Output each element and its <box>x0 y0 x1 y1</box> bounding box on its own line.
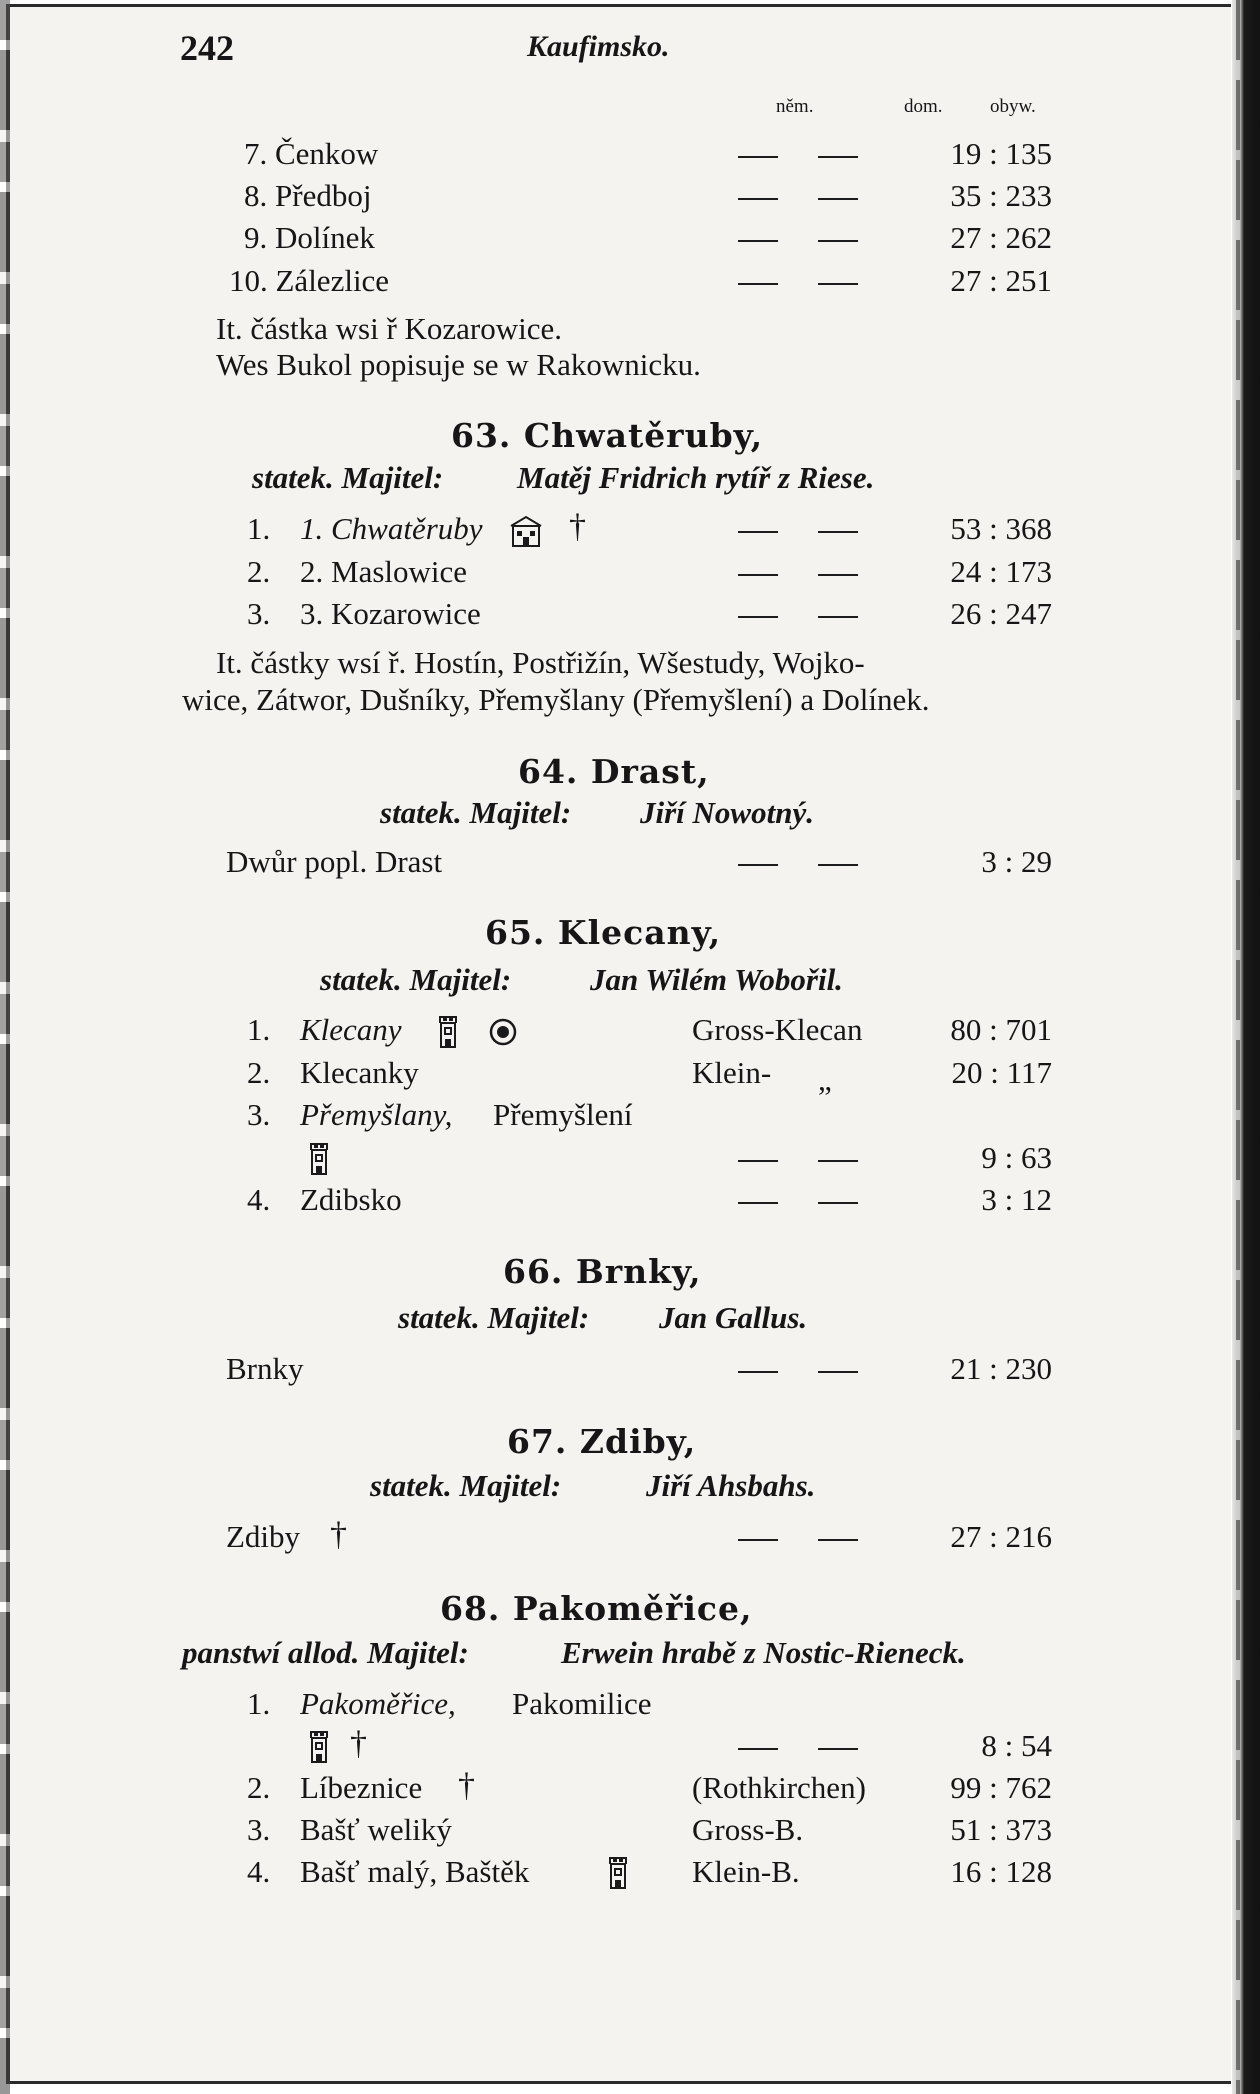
house-pop-count: 3 : 29 <box>981 844 1052 879</box>
owner-name: Jan Gallus. <box>659 1300 808 1335</box>
manor-icon <box>509 514 543 548</box>
village-name: Dwůr popl. Drast <box>226 844 443 879</box>
binding-gutter <box>0 0 10 2094</box>
village-name: 1. Chwatěruby <box>300 511 483 546</box>
running-title: Kaufimsko. <box>527 30 670 63</box>
dash <box>738 198 778 200</box>
note-line: wice, Zátwor, Dušníky, Přemyšlany (Přemyšlení) a Dolínek. <box>182 682 930 717</box>
estate-index: 4. <box>247 1854 271 1889</box>
house-pop-count: 80 : 701 <box>950 1012 1052 1047</box>
village-name: Líbeznice <box>300 1770 423 1805</box>
dash <box>738 1202 778 1204</box>
house-pop-count: 20 : 117 <box>951 1055 1052 1090</box>
owner-prefix: statek. Majitel: <box>398 1300 590 1335</box>
house-pop-count: 16 : 128 <box>950 1854 1052 1889</box>
house-pop-count: 53 : 368 <box>950 511 1052 546</box>
section-heading: 63. Chwatěruby, <box>451 416 764 455</box>
estate-index: 3. <box>247 596 271 631</box>
dash <box>738 1160 778 1162</box>
village-name: 9. Dolínek <box>244 220 375 255</box>
house-pop-count: 99 : 762 <box>950 1770 1052 1805</box>
dash <box>818 616 858 618</box>
owner-prefix: statek. Majitel: <box>252 460 444 495</box>
village-name: Pakoměřice, <box>300 1686 456 1721</box>
dash <box>738 574 778 576</box>
dash <box>738 156 778 158</box>
estate-index: 2. <box>247 1770 271 1805</box>
estate-index: 1. <box>247 1012 271 1047</box>
castle-icon <box>308 1141 330 1175</box>
church-cross-icon: † <box>350 1725 367 1762</box>
castle-icon <box>308 1729 330 1763</box>
section-heading: 64. Drast, <box>518 752 710 791</box>
village-name: 2. Maslowice <box>300 554 468 589</box>
house-pop-count: 26 : 247 <box>950 596 1052 631</box>
house-pop-count: 51 : 373 <box>950 1812 1052 1847</box>
owner-name: Jiří Nowotný. <box>640 795 814 830</box>
note-line: It. částky wsí ř. Hostín, Postřižín, Wšestudy, Wojko- <box>216 645 865 680</box>
dash <box>818 1160 858 1162</box>
owner-name: Jan Wilém Wobořil. <box>590 962 843 997</box>
house-pop-count: 21 : 230 <box>950 1351 1052 1386</box>
village-name: Bašť malý, Baštěk <box>300 1854 530 1889</box>
house-pop-count: 35 : 233 <box>950 178 1052 213</box>
village-name: Zdibsko <box>300 1182 402 1217</box>
dash <box>818 283 858 285</box>
owner-name: Jiří Ahsbahs. <box>646 1468 816 1503</box>
section-heading: 68. Pakoměřice, <box>440 1589 753 1628</box>
village-name: 3. Kozarowice <box>300 596 481 631</box>
estate-index: 2. <box>247 1055 271 1090</box>
house-pop-count: 3 : 12 <box>981 1182 1052 1217</box>
house-pop-count: 24 : 173 <box>950 554 1052 589</box>
column-head-dom: dom. <box>904 96 943 117</box>
note-line: It. částka wsi ř Kozarowice. <box>216 311 563 346</box>
ditto-mark: „ <box>818 1062 832 1097</box>
alternate-name: Přemyšlení <box>493 1097 633 1132</box>
dash <box>818 240 858 242</box>
estate-index: 1. <box>247 1686 271 1721</box>
section-heading: 66. Brnky, <box>503 1252 702 1291</box>
village-name: Přemyšlany, <box>300 1097 453 1132</box>
german-name: Klein-B. <box>692 1854 800 1889</box>
dash <box>738 1371 778 1373</box>
village-name: Klecanky <box>300 1055 419 1090</box>
church-cross-icon: † <box>458 1767 475 1804</box>
dash <box>818 156 858 158</box>
dash <box>738 1748 778 1750</box>
page-edge <box>1232 0 1260 2094</box>
estate-index: 2. <box>247 554 271 589</box>
german-name: (Rothkirchen) <box>692 1770 866 1805</box>
section-heading: 65. Klecany, <box>485 913 722 952</box>
house-pop-count: 9 : 63 <box>981 1140 1052 1175</box>
german-name: Gross-B. <box>692 1812 804 1847</box>
estate-index: 1. <box>247 511 271 546</box>
parish-circle-icon <box>488 1017 518 1047</box>
estate-index: 3. <box>247 1097 271 1132</box>
dash <box>738 864 778 866</box>
dash <box>738 616 778 618</box>
dash <box>738 283 778 285</box>
village-name: Brnky <box>226 1351 304 1386</box>
dash <box>738 1539 778 1541</box>
owner-prefix: statek. Majitel: <box>370 1468 562 1503</box>
dash <box>738 531 778 533</box>
house-pop-count: 27 : 251 <box>950 263 1052 298</box>
section-heading: 67. Zdiby, <box>507 1422 697 1461</box>
village-name: Bašť weliký <box>300 1812 452 1847</box>
german-name: Gross-Klecan <box>692 1012 863 1047</box>
house-pop-count: 19 : 135 <box>950 136 1052 171</box>
dash <box>818 531 858 533</box>
estate-index: 3. <box>247 1812 271 1847</box>
german-name: Klein- <box>692 1055 772 1090</box>
dash <box>818 1748 858 1750</box>
column-head-nem: něm. <box>776 96 814 117</box>
village-name: 10. Zálezlice <box>229 263 390 298</box>
dash <box>818 1202 858 1204</box>
alternate-name: Pakomilice <box>512 1686 652 1721</box>
owner-prefix: statek. Majitel: <box>380 795 572 830</box>
estate-index: 4. <box>247 1182 271 1217</box>
house-pop-count: 8 : 54 <box>981 1728 1052 1763</box>
village-name: 7. Čenkow <box>244 136 379 171</box>
column-head-obyw: obyw. <box>990 96 1036 117</box>
castle-icon <box>607 1855 629 1889</box>
church-cross-icon: † <box>330 1516 347 1553</box>
owner-prefix: statek. Majitel: <box>320 962 512 997</box>
village-name: 8. Předboj <box>244 178 372 213</box>
dash <box>818 574 858 576</box>
village-name: Zdiby <box>226 1519 301 1554</box>
owner-prefix: panstwí allod. Majitel: <box>182 1635 469 1670</box>
dash <box>818 864 858 866</box>
castle-icon <box>437 1014 459 1048</box>
dash <box>818 1539 858 1541</box>
dash <box>818 1371 858 1373</box>
dash <box>818 198 858 200</box>
owner-name: Matěj Fridrich rytíř z Riese. <box>517 460 875 495</box>
house-pop-count: 27 : 262 <box>950 220 1052 255</box>
owner-name: Erwein hrabě z Nostic-Rieneck. <box>561 1635 966 1670</box>
house-pop-count: 27 : 216 <box>950 1519 1052 1554</box>
dash <box>738 240 778 242</box>
page-number: 242 <box>180 28 234 68</box>
village-name: Klecany <box>300 1012 402 1047</box>
note-line: Wes Bukol popisuje se w Rakownicku. <box>216 347 701 382</box>
church-cross-icon: † <box>569 508 586 545</box>
